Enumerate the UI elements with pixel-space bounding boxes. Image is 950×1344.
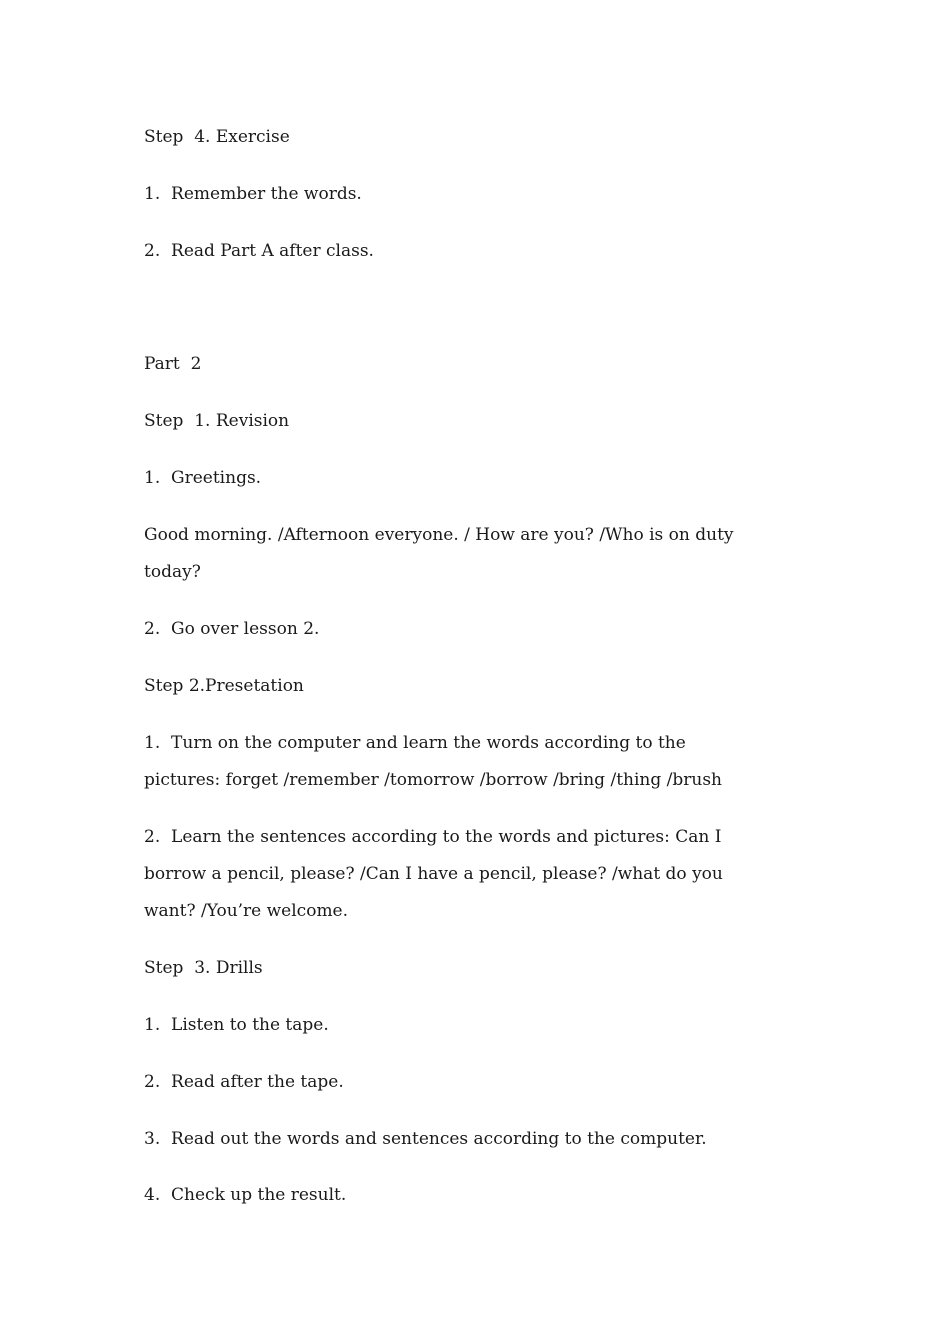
drills-item-3: 3. Read out the words and sentences according to the computer. — [144, 1129, 707, 1149]
heading-step-1-revision: Step 1. Revision — [144, 411, 290, 431]
greetings-text-line-1: Good morning. /Afternoon everyone. / How are you? /Who is on duty — [144, 525, 734, 545]
heading-step-2-presentation: Step 2.Presetation — [144, 676, 304, 696]
presentation-item-2-line-3: want? /You’re welcome. — [144, 901, 349, 921]
presentation-item-2-line-2: borrow a pencil, please? /Can I have a pencil, please? /what do you — [144, 864, 723, 884]
presentation-item-1-line-1: 1. Turn on the computer and learn the words according to the — [144, 733, 686, 753]
heading-step-4-exercise: Step 4. Exercise — [144, 127, 290, 147]
revision-item-2: 2. Go over lesson 2. — [144, 619, 320, 639]
heading-step-3-drills: Step 3. Drills — [144, 958, 263, 978]
drills-item-2: 2. Read after the tape. — [144, 1072, 344, 1092]
revision-item-1: 1. Greetings. — [144, 468, 262, 488]
exercise-item-2: 2. Read Part A after class. — [144, 241, 374, 261]
greetings-text-line-2: today? — [144, 562, 201, 582]
exercise-item-1: 1. Remember the words. — [144, 184, 362, 204]
drills-item-1: 1. Listen to the tape. — [144, 1015, 329, 1035]
heading-part-2: Part 2 — [144, 354, 202, 374]
presentation-item-2-line-1: 2. Learn the sentences according to the words and pictures: Can I — [144, 827, 722, 847]
drills-item-4: 4. Check up the result. — [144, 1185, 347, 1205]
presentation-item-1-line-2: pictures: forget /remember /tomorrow /borrow /bring /thing /brush — [144, 770, 723, 790]
